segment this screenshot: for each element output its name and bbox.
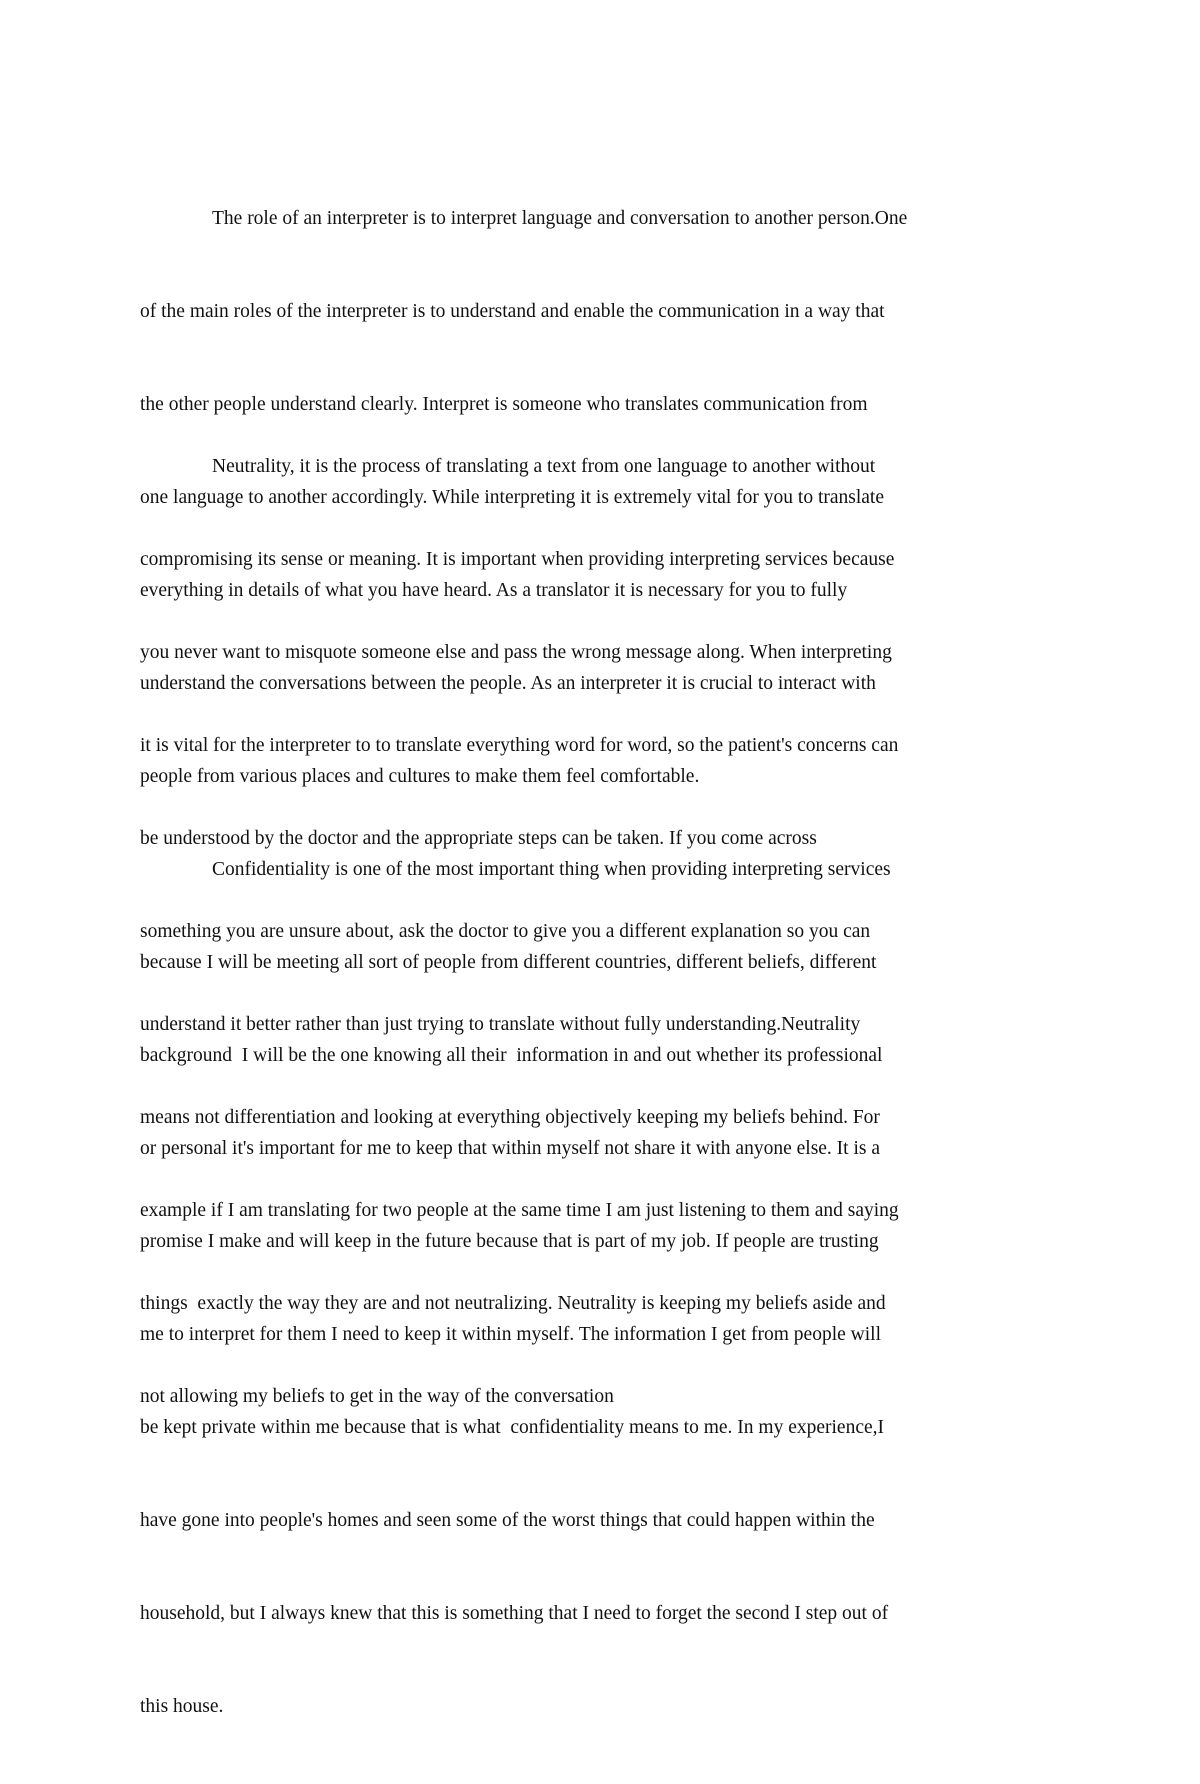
text-line: one language to another accordingly. While interpreting it is extremely vital for you to translate — [140, 487, 885, 508]
text-line: something you are unsure about, ask the doctor to give you a different explanation so you can — [140, 921, 871, 942]
text-line: Neutrality, it is the process of translating a text from one language to another without — [212, 456, 876, 477]
text-line: The role of an interpreter is to interpret language and conversation to another person.One — [212, 208, 908, 229]
text-line: not allowing my beliefs to get in the way of the conversation — [140, 1386, 614, 1407]
text-line: everything in details of what you have heard. As a translator it is necessary for you to fully — [140, 580, 848, 601]
text-line: this house. — [140, 1696, 224, 1717]
text-line: understand the conversations between the people. As an interpreter it is crucial to interact with — [140, 673, 876, 694]
text-line: have gone into people's homes and seen some of the worst things that could happen within the — [140, 1510, 875, 1531]
text-line: people from various places and cultures to make them feel comfortable. — [140, 766, 700, 787]
text-line: be kept private within me because that is what confidentiality means to me. In my experience,I — [140, 1417, 884, 1438]
text-line: it is vital for the interpreter to to translate everything word for word, so the patient's concerns can — [140, 735, 899, 756]
text-line: compromising its sense or meaning. It is important when providing interpreting services because — [140, 549, 895, 570]
text-line: me to interpret for them I need to keep it within myself. The information I get from people will — [140, 1324, 881, 1345]
text-line: promise I make and will keep in the future because that is part of my job. If people are trusting — [140, 1231, 879, 1252]
text-line: Confidentiality is one of the most important thing when providing interpreting services — [212, 859, 891, 880]
text-line: the other people understand clearly. Interpret is someone who translates communication from — [140, 394, 868, 415]
text-line: household, but I always knew that this is something that I need to forget the second I step out of — [140, 1603, 889, 1624]
text-line: things exactly the way they are and not neutralizing. Neutrality is keeping my beliefs aside and — [140, 1293, 886, 1314]
text-line: because I will be meeting all sort of people from different countries, different beliefs, different — [140, 952, 877, 973]
text-line: background I will be the one knowing all their information in and out whether its professional — [140, 1045, 883, 1066]
paragraph-confidentiality — [140, 792, 891, 1784]
text-line: be understood by the doctor and the appropriate steps can be taken. If you come across — [140, 828, 817, 849]
text-line: understand it better rather than just trying to translate without fully understanding.Neutrality — [140, 1014, 861, 1035]
text-line: example if I am translating for two people at the same time I am just listening to them and saying — [140, 1200, 899, 1221]
text-line: of the main roles of the interpreter is to understand and enable the communication in a way that — [140, 301, 885, 322]
text-line: means not differentiation and looking at everything objectively keeping my beliefs behind. For — [140, 1107, 880, 1128]
text-line: you never want to misquote someone else and pass the wrong message along. When interpreting — [140, 642, 892, 663]
text-line: or personal it's important for me to keep that within myself not share it with anyone else. It is a — [140, 1138, 881, 1159]
